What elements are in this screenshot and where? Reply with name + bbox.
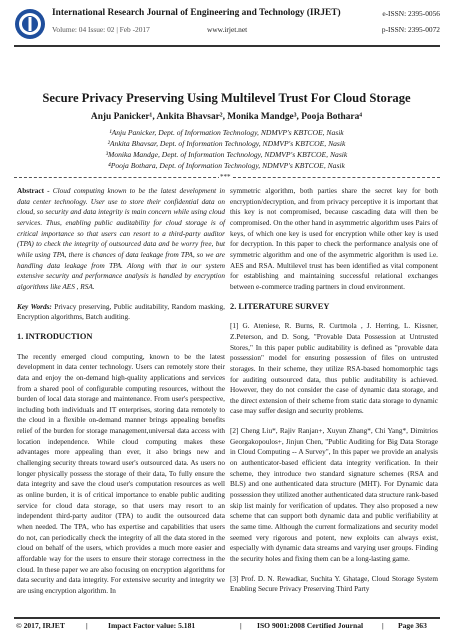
footer-copyright: © 2017, IRJET: [16, 621, 65, 630]
divider-stars: ***: [220, 173, 231, 181]
paper-title: Secure Privacy Preserving Using Multilevel Trust For Cloud Storage: [42, 91, 411, 105]
footer-iso: ISO 9001:2008 Certified Journal: [257, 621, 364, 630]
author-list: Anju Panicker¹, Ankita Bhavsar², Monika Mandge³, Pooja Bothara⁴: [90, 112, 363, 122]
pissn: p-ISSN: 2395-0072: [381, 25, 440, 34]
literature-survey-heading: 2. LITERATURE SURVEY: [230, 301, 330, 311]
header-rule: [14, 45, 440, 47]
affiliation-4: ⁴Pooja Bothara, Dept. of Information Technology, NDMVP's KBTCOE, Nasik: [108, 161, 345, 170]
abstract: [17, 186, 225, 293]
footer-separator: |: [382, 621, 384, 630]
introduction-text: The recently emerged cloud computing, known to be the latest development in data center technology. Users can remotely store their data and enjoy the on-demand high-quality applications and services from a shared pool of configurable computing resources, without the burden of local data storage and maintenance. From user's perspective, including both individuals and IT enterprises, storing data remotely to the cloud in a flexible on-demand manner brings appealing benefits relief of the burden for storage management,universal data access with location independence. While cloud computing makes these advantages more appealing than ever, it also brings new and challenging security threats toward user's outsourced data. As users no longer physically possess the storage of their data, To fully ensure the data integrity and save the cloud user's computation resources as well as online burden, it is of critical importance to enable public auditing service for cloud data storage, so that users may resort to an independent third-party auditor (TPA) to audit the outsourced data when needed. The TPA, who has expertise and capabilities that users do not, can periodically check the integrity of all the data stored in the cloud on behalf of the users, which provides a much more easier and affordable way for the users to ensure their storage correctness in the cloud. In these paper we are also focusing on encryption algorithms for data security and data integrity. For extensive security and integrity we are using encryption algorithm. In: [17, 352, 225, 595]
affiliation-3: ³Monika Mandge, Dept. of Information Technology, NDMVP's KBTCOE, Nasik: [105, 150, 348, 159]
reference-2: [2] Cheng Liu*, Rajiv Ranjan+, Xuyun Zhang*, Chi Yang*, Dimitrios Georgakopoulos+, Jinjun Chen, "Public Auditing for Big Data Storage in Cloud Computing -- A Survey", In this paper we provide an analysis on authenticator-based efficient data integrity verification. In their scheme, they introduce two standard signature schemes (RSA and BLS) and one authenticated data structure (MHT). For Dynamic data possession they utilized another authenticated data structure rank-based skip list mainly for verification of updates. They also proposed a new scheme that can support both dynamic data and public verifiability at the same time. Although the current formalizations and security model seemed very rigorous and potent, new exploits can always exist, especially with dynamic data streams and varying user groups. Finding the security holes and fixing them can be a long-lasting game.: [230, 427, 438, 563]
affiliation-2: ²Ankita Bhavsar, Dept. of Information Technology, NDMVP's KBTCOE, Nasik: [107, 139, 346, 148]
reference-3: [3] Prof. D. N. Rewadkar, Suchita Y. Ghatage, Cloud Storage System Enabling Secure Privacy Preserving Third Party: [230, 574, 438, 594]
abstract-text: Cloud computing known to be the latest development in data center technology. User use to store their confidential data on cloud, so security and data integrity is main concern while using cloud services. Thus, enabling public auditability for cloud storage is of critical importance so that users can resort to a third-party auditor (TPA) to check the integrity of outsourced data and be worry free, but while using TPA, there is chances of data leakage from TPA, so we are handling data leakage from TPA. Along with that in our system extensive security and performance analysis is handled by encryption algorithms like AES , RSA.: [17, 187, 225, 291]
keywords-label: Key Words:: [17, 302, 52, 311]
volume-issue: Volume: 04 Issue: 02 | Feb -2017: [52, 25, 150, 34]
left-column: [17, 186, 225, 606]
right-column: [230, 186, 438, 604]
footer-separator: |: [240, 621, 242, 630]
footer-impact-factor: Impact Factor value: 5.181: [108, 621, 196, 630]
eissn: e-ISSN: 2395-0056: [382, 9, 440, 18]
affiliation-1: ¹Anju Panicker, Dept. of Information Technology, NDMVP's KBTCOE, Nasik: [109, 128, 344, 137]
footer-separator: |: [86, 621, 88, 630]
journal-website-link[interactable]: www.irjet.net: [207, 25, 248, 34]
reference-1: [1] G. Ateniese, R. Burns, R. Curtmola , J. Herring, L. Kissner, Z.Peterson, and D. Song, "Provable Data Possession at Untrusted Stores," In this paper public auditability is defined as "provable data possession" model for ensuring possession of files on untrusted storages. In their scheme, they utilize RSA-based homomorphic tags for auditing outsourced data, thus public auditability is achieved. However, they do not consider the case of dynamic data storage, and the direct extension of their scheme from static data storage to dynamic case may suffer design and security problems.: [230, 322, 438, 416]
keywords-text: Privacy preserving, Public auditability, Random masking, Encryption algorithms, Batch auditing.: [17, 302, 225, 322]
keywords: [17, 302, 225, 323]
journal-header: [14, 8, 440, 44]
journal-title: International Research Journal of Engineering and Technology (IRJET): [52, 8, 341, 18]
footer-rule: [14, 617, 440, 619]
introduction-heading: 1. INTRODUCTION: [17, 331, 93, 341]
page-number: Page 363: [398, 621, 427, 630]
abstract-label: Abstract -: [17, 187, 50, 195]
irjet-logo-icon: [14, 8, 46, 40]
intro-continuation: symmetric algorithm, both parties share the secret key for both encryption/decryption, and from privacy perceptive it is important that this key is not compromised, because cascading data will then be compromised. On the other hand in asymmetric algorithm uses Pairs of keys, of which one key is used for encryption while other key is used for decryption. In this paper to check the performance analysis one of symmetric algorithm and one of the asymmetric algorithm is used i.e. AES and RSA. Multilevel trust has been identified as vital component for establishing and maintaining successful relational exchanges between e-commerce trading partners in cloud environment.: [230, 187, 438, 291]
